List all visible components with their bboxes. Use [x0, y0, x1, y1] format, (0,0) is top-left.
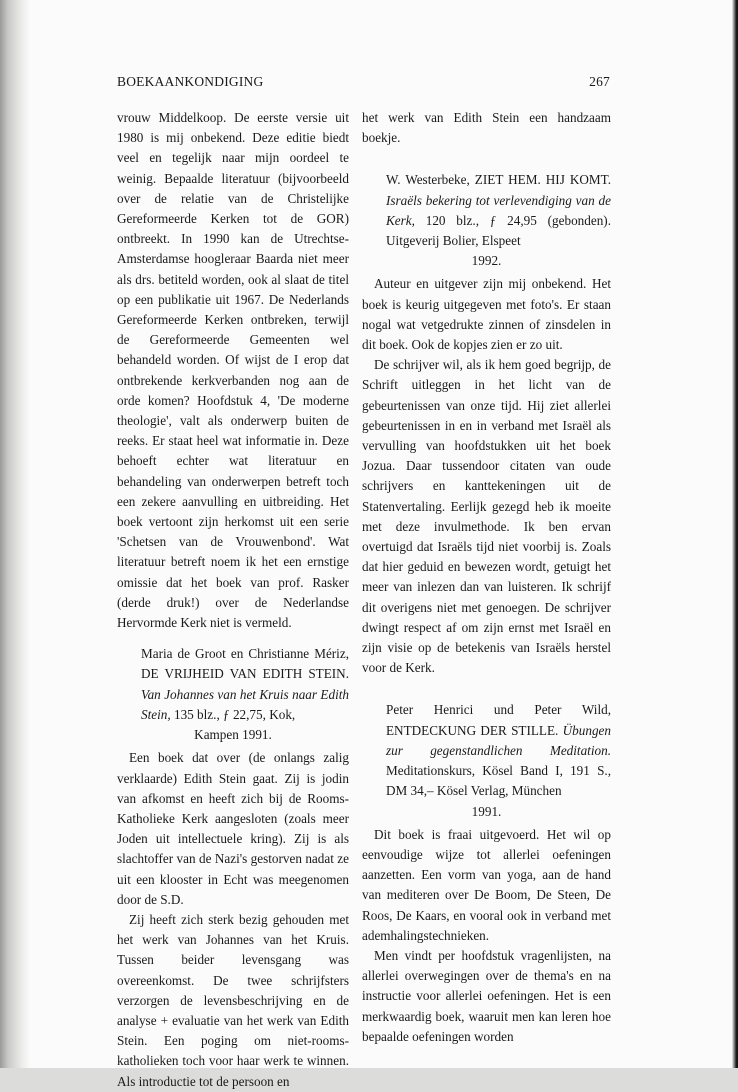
- left-column: [117, 108, 349, 1092]
- book-subtitle: Israëls bekering tot verlevendiging van de Kerk,: [386, 192, 611, 228]
- book-subtitle: Übungen zur gegenstandlichen Meditation.: [386, 722, 611, 758]
- book-place-year: Kampen 1991.: [194, 727, 272, 743]
- book-entry: [386, 700, 611, 821]
- paragraph: vrouw Middelkoop. De eerste versie uit 1980 is mij onbekend. Deze editie biedt veel en tegelijk naar mijn oordeel te weinig. Bepaalde literatuur (bijvoorbeeld over de relatie van de Christelijke Gereformeerde Kerken tot de GOR) ontbreekt. In 1990 kan de Utrechtse-Amsterdamse hoogleraar Baarda niet meer als drs. betiteld worden, ook al slaat de titel op een publikatie uit 1967. De Nederlands Gereformeerde Kerken ontbreken, terwijl de Gereformeerde Gemeenten wel behandeld worden. Of wijst de I erop dat ontbrekende kerkverbanden nog aan de orde komen? Hoofdstuk 4, 'De moderne theologie', valt als onderwerp buiten de reeks. Er staat heel wat informatie in. Deze behoeft echter wat literatuur en behandeling van onderwerpen betreft toch een zekere aanvulling en uitbreiding. Het boek vertoont zijn herkomst uit een serie 'Schetsen van de Vrouwenbond'. Wat literatuur betreft noem ik het een ernstige omissie dat het boek van prof. Rasker (derde druk!) over de Nederlandse Hervormde Kerk niet is vermeld.: [117, 110, 349, 631]
- book-authors-title: W. Westerbeke, ZIET HEM. HIJ KOMT.: [386, 172, 611, 188]
- paragraph: Zij heeft zich sterk bezig gehouden met het werk van Johannes van het Kruis. Tussen beider levensgang was overeenkomst. De twee schrijfsters verzorgen de levensbeschrijving en de analyse + evaluatie van het werk van Edith Stein. Een poging om niet-rooms-katholieken toch voor haar werk te winnen. Als introductie tot de persoon en: [117, 911, 349, 1089]
- book-authors-title: Peter Henrici und Peter Wild, ENTDECKUNG DER STILLE.: [386, 702, 611, 738]
- book-subtitle: Van Johannes van het Kruis naar Edith Stein,: [141, 686, 349, 722]
- book-entry: [141, 644, 349, 745]
- book-details: 135 blz., ƒ 22,75, Kok,: [170, 706, 296, 722]
- page-left-shadow: [0, 0, 30, 1068]
- page-number: 267: [589, 74, 610, 89]
- book-details: 120 blz., ƒ 24,95 (gebonden). Uitgeverij Bolier, Elspeet: [386, 212, 611, 249]
- running-title: BOEKAANKONDIGING: [117, 74, 264, 89]
- book-year: 1992.: [471, 253, 502, 269]
- paragraph: Dit boek is fraai uitgevoerd. Het wil op eenvoudige wijze tot allerlei oefeningen aanzetten. Een vorm van yoga, aan de hand van mediteren over De Boom, De Steen, De Roos, De Kaars, en vooral ook in verband met ademhalingstechnieken.: [362, 826, 611, 943]
- paragraph: Auteur en uitgever zijn mij onbekend. Het boek is keurig uitgegeven met foto's. Er staan nogal wat vetgedrukte zinnen of zinsdelen in dit boek. Ook de kopjes zien er zo uit.: [362, 276, 611, 353]
- book-year: 1991.: [471, 803, 502, 819]
- page-right-edge: [732, 0, 738, 1068]
- book-authors-title: Maria de Groot en Christianne Mériz, DE VRIJHEID VAN EDITH STEIN.: [141, 646, 349, 682]
- paragraph: Een boek dat over (de onlangs zalig verklaarde) Edith Stein gaat. Zij is jodin van afkomst en heeft zich bij de Rooms-Katholieke Kerk aangesloten (zoals meer Joden uit intellectuele kring). Zij is als slachtoffer van de Nazi's gestorven nadat ze uit een klooster in Echt was meegenomen door de S.D.: [117, 750, 349, 907]
- paragraph: het werk van Edith Stein een handzaam boekje.: [362, 110, 611, 146]
- book-details: Meditationskurs, Kösel Band I, 191 S., DM 34,– Kösel Verlag, München: [386, 763, 611, 799]
- paragraph: De schrijver wil, als ik hem goed begrijp, de Schrift uitleggen in het licht van de gebeurtenissen van onze tijd. Hij ziet allerlei gebeurtenissen in en in verband met Israël als vervulling van hoofdstukken uit het boek Jozua. Daar tussendoor citaten van oude schrijvers en kanttekeningen uit de Statenvertaling. Eerlijk gezegd heb ik moeite met deze invulmethode. Ik ben ervan overtuigd dat Israëls tijd niet voorbij is. Zoals dat hier geduid en bewezen wordt, getuigt het meer van inlezen dan van luisteren. Ik schrijf dit overigens niet met genoegen. De schrijver dwingt respect af om zijn ernst met Israël en zijn visie op de betekenis van Israëls herstel voor de Kerk.: [362, 357, 611, 676]
- paragraph: Men vindt per hoofdstuk vragenlijsten, na allerlei overwegingen over de thema's en na instructie voor allerlei oefeningen. Het is een merkwaardig boek, waaruit men kan leren hoe bepaalde oefeningen worden: [362, 947, 611, 1044]
- right-column: [362, 108, 611, 1047]
- book-entry: [386, 170, 611, 271]
